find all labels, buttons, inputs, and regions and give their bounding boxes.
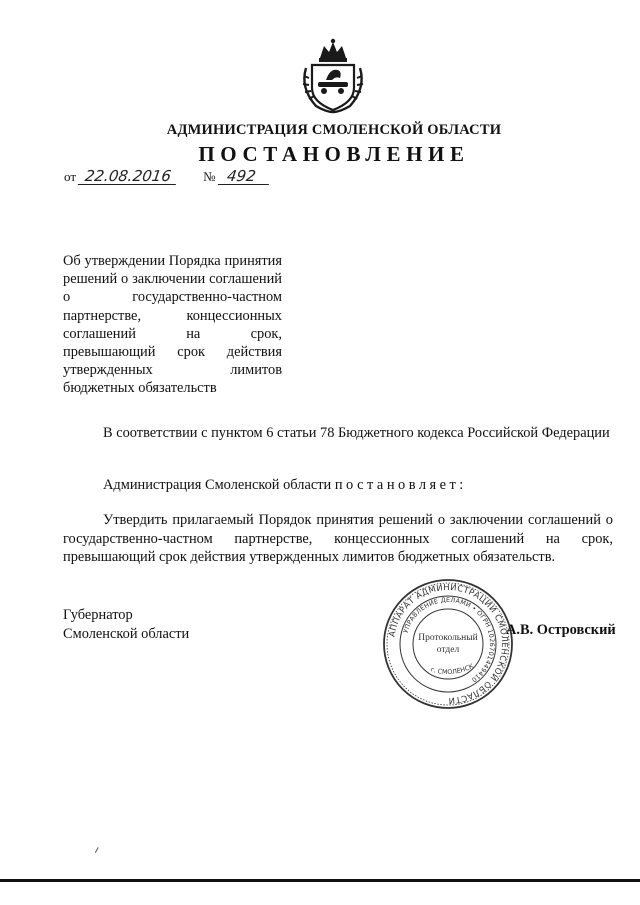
handwritten-number: 492: [218, 168, 271, 185]
date-prefix: от: [64, 169, 77, 184]
coat-of-arms-emblem: [296, 38, 370, 114]
stamp-outer-text: АППАРАТ АДМИНИСТРАЦИИ СМОЛЕНСКОЙ ОБЛАСТИ: [386, 581, 511, 707]
stamp-city-text: г. СМОЛЕНСК: [429, 662, 475, 677]
date-number-line: [64, 168, 269, 185]
resolution-verb: постановляет:: [334, 477, 467, 493]
signatory-title-line1: Губернатор: [63, 607, 133, 623]
signatory-title-line2: Смоленской области: [63, 625, 190, 642]
operative-paragraph: Утвердить прилагаемый Порядок принятия решений о заключении соглашений о государственно-частном партнерстве, концессионных соглашений на срок, превышающий срок действия утвержденных лимитов бюджетных обязательств.: [63, 512, 613, 565]
resolution-subject: Администрация Смоленской области: [103, 477, 332, 493]
handwritten-date: 22.08.2016: [78, 168, 178, 185]
preamble-paragraph: В соответствии с пунктом 6 статьи 78 Бюджетного кодекса Российской Федерации: [103, 425, 610, 441]
page-bottom-rule: [0, 879, 640, 882]
organization-title: АДМИНИСТРАЦИЯ СМОЛЕНСКОЙ ОБЛАСТИ: [166, 122, 502, 138]
document-type-title: ПОСТАНОВЛЕНИЕ: [198, 142, 470, 166]
signatory-title: [63, 606, 189, 643]
stamp-center-line1: Протокольный: [418, 633, 478, 643]
scan-speck: [95, 847, 102, 855]
svg-text:г. СМОЛЕНСК: [430, 662, 476, 676]
signatory-name: А.В. Островский: [506, 622, 616, 638]
stamp-center-line2: отдел: [436, 645, 460, 655]
number-label: №: [203, 169, 216, 184]
official-seal-stamp: [380, 576, 516, 712]
stamp-inner-text: УПРАВЛЕНИЕ ДЕЛАМИ • ОГРН 1026701449410: [401, 595, 497, 684]
document-subject: Об утверждении Порядка принятия решений о заключении соглашений о государственно-частном партнерстве, концессионных соглашений на срок, превышающий срок действия утвержденных лимитов бюджетных обязательств: [63, 253, 282, 397]
resolution-clause: [63, 476, 613, 495]
